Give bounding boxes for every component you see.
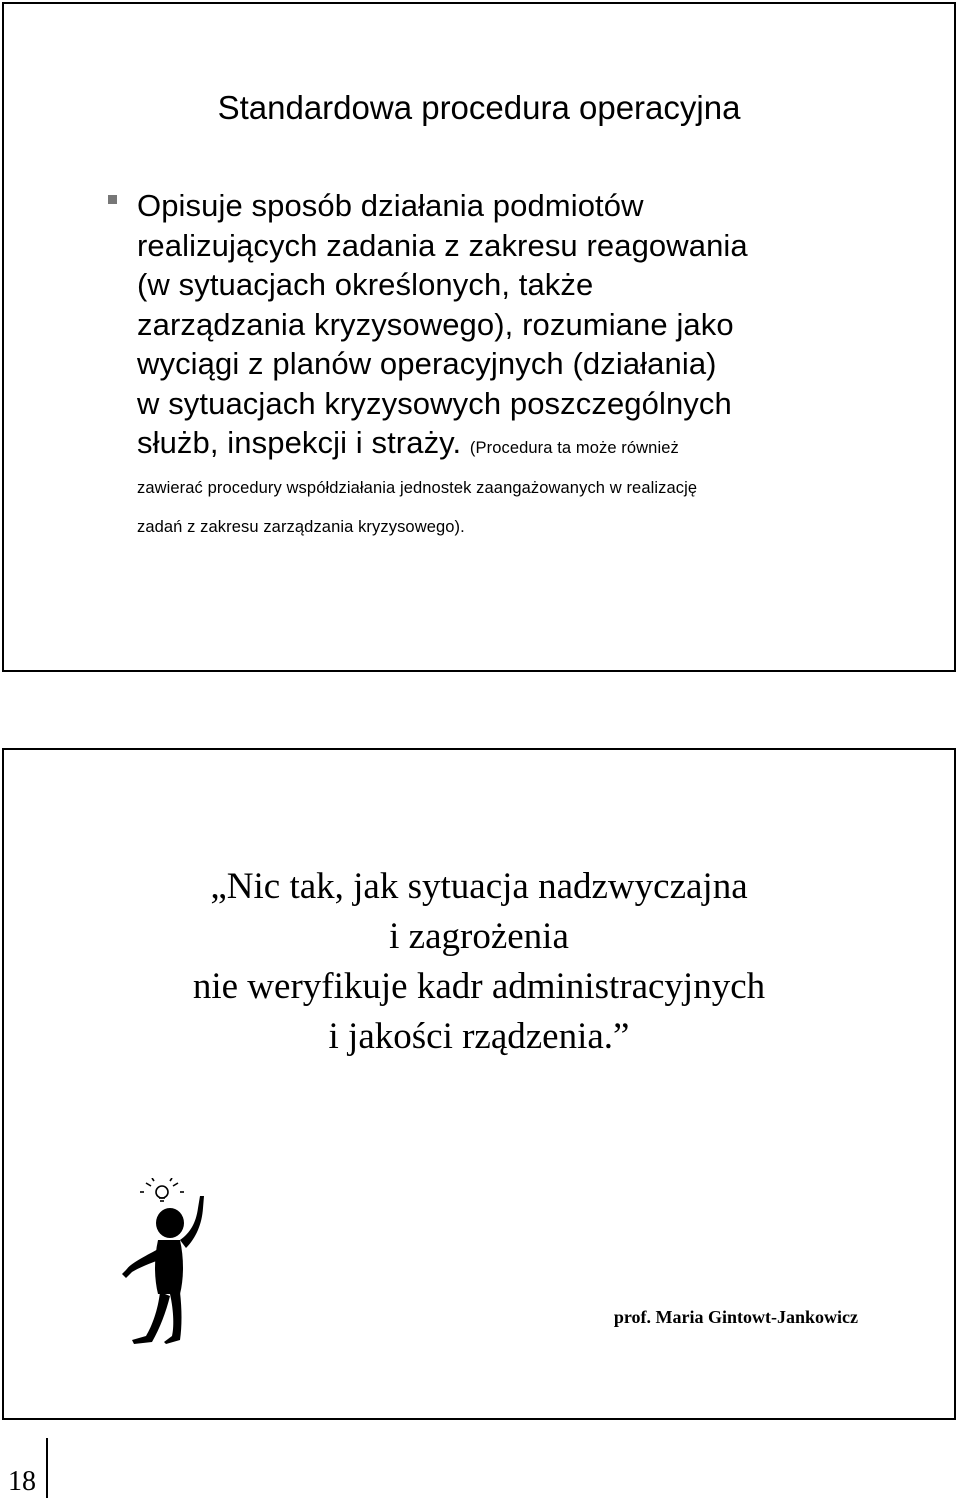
slide-sop [2,2,956,672]
bullet-text [137,186,927,542]
page-divider [46,1438,48,1498]
quote-text: „Nic tak, jak sytuacja nadzwyczajna i zagrożenia nie weryfikuje kadr administracyjnych i jakości rządzenia.” [192,866,766,1057]
bullet-text-main: Opisuje sposób działania podmiotów realizujących zadania z zakresu reagowania (w sytuacjach określonych, także zarządzania kryzysowego), rozumiane jako wyciągi z planów operacyjnych (działania) w sytuacjach kryzysowych poszczególnych służb, inspekcji i straży. [137,188,748,460]
bullet-text-note: (Procedura ta może również zawierać procedury współdziałania jednostek zaangażowanych w realizację zadań z zakresu zarządzania kryzysowego). [137,439,698,536]
slide-title: Standardowa procedura operacyjna [217,89,741,126]
square-bullet-icon [108,195,117,204]
slide-quote [2,748,956,1420]
page-number: 18 [8,1466,36,1497]
author-credit: prof. Maria Gintowt-Jankowicz [613,1307,858,1327]
thinking-stick-figure-lightbulb-icon [120,1178,220,1344]
lightbulb-icon [140,1178,184,1201]
